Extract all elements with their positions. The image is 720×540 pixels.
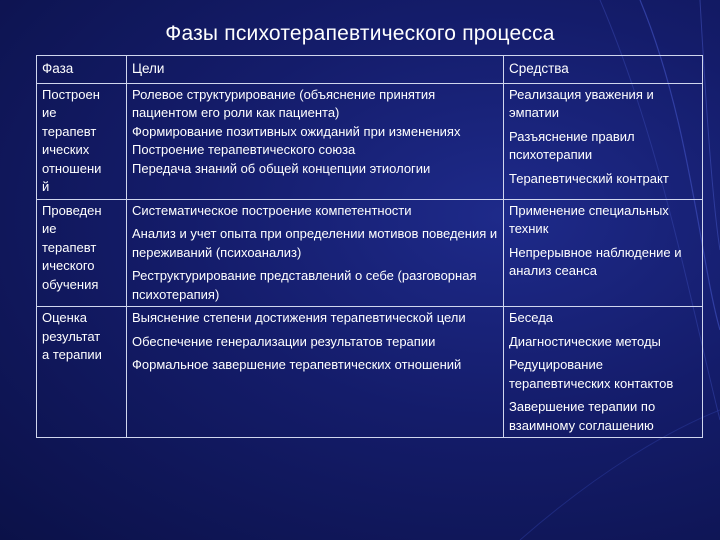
table-row — [37, 307, 703, 438]
goal-item: Построение терапевтического союза — [132, 142, 356, 157]
means-item: Беседа — [509, 310, 554, 325]
goals-cell — [127, 307, 504, 438]
means-item: Диагностические методы — [509, 333, 661, 349]
means-item: Редуцирование терапевтических контактов — [509, 357, 674, 391]
header-means: Средства — [504, 56, 703, 84]
goal-item: Ролевое структурирование (объяснение принятия пациентом его роли как пациента) — [132, 86, 436, 120]
phase-cell: Проведен ие терапевт ического обучения — [37, 199, 127, 307]
table-row — [37, 83, 703, 199]
means-item: Разъяснение правил психотерапии — [509, 128, 635, 162]
goal-item: Выяснение степени достижения терапевтической цели — [132, 310, 466, 325]
phase-cell: Построен ие терапевт ических отношени й — [37, 83, 127, 199]
means-item: Завершение терапии по взаимному соглашению — [509, 399, 656, 433]
table-row — [37, 199, 703, 307]
goal-item: Обеспечение генерализации результатов терапии — [132, 333, 436, 349]
goal-item: Формирование позитивных ожиданий при изменениях — [132, 123, 461, 139]
slide-title: Фазы психотерапевтического процесса — [165, 22, 555, 45]
table-header-row — [37, 56, 703, 84]
phases-table — [36, 55, 703, 438]
goal-item: Систематическое построение компетентности — [132, 202, 412, 218]
means-item: Непрерывное наблюдение и анализ сеанса — [509, 244, 682, 278]
phase-cell: Оценка результат а терапии — [37, 307, 127, 438]
header-phase: Фаза — [37, 56, 127, 84]
means-cell — [504, 83, 703, 199]
means-item: Реализация уважения и эмпатии — [509, 86, 654, 120]
goal-item: Анализ и учет опыта при определении мотивов поведения и переживаний (психоанализ) — [132, 226, 498, 260]
goals-cell — [127, 83, 504, 199]
goal-item: Реструктурирование представлений о себе (разговорная психотерапия) — [132, 268, 477, 302]
means-item: Терапевтический контракт — [509, 170, 669, 186]
goals-cell — [127, 199, 504, 307]
means-cell — [504, 199, 703, 307]
means-item: Применение специальных техник — [509, 202, 669, 236]
header-goals: Цели — [127, 56, 504, 84]
goal-item: Передача знаний об общей концепции этиологии — [132, 160, 431, 176]
means-cell — [504, 307, 703, 438]
goal-item: Формальное завершение терапевтических отношений — [132, 357, 462, 372]
